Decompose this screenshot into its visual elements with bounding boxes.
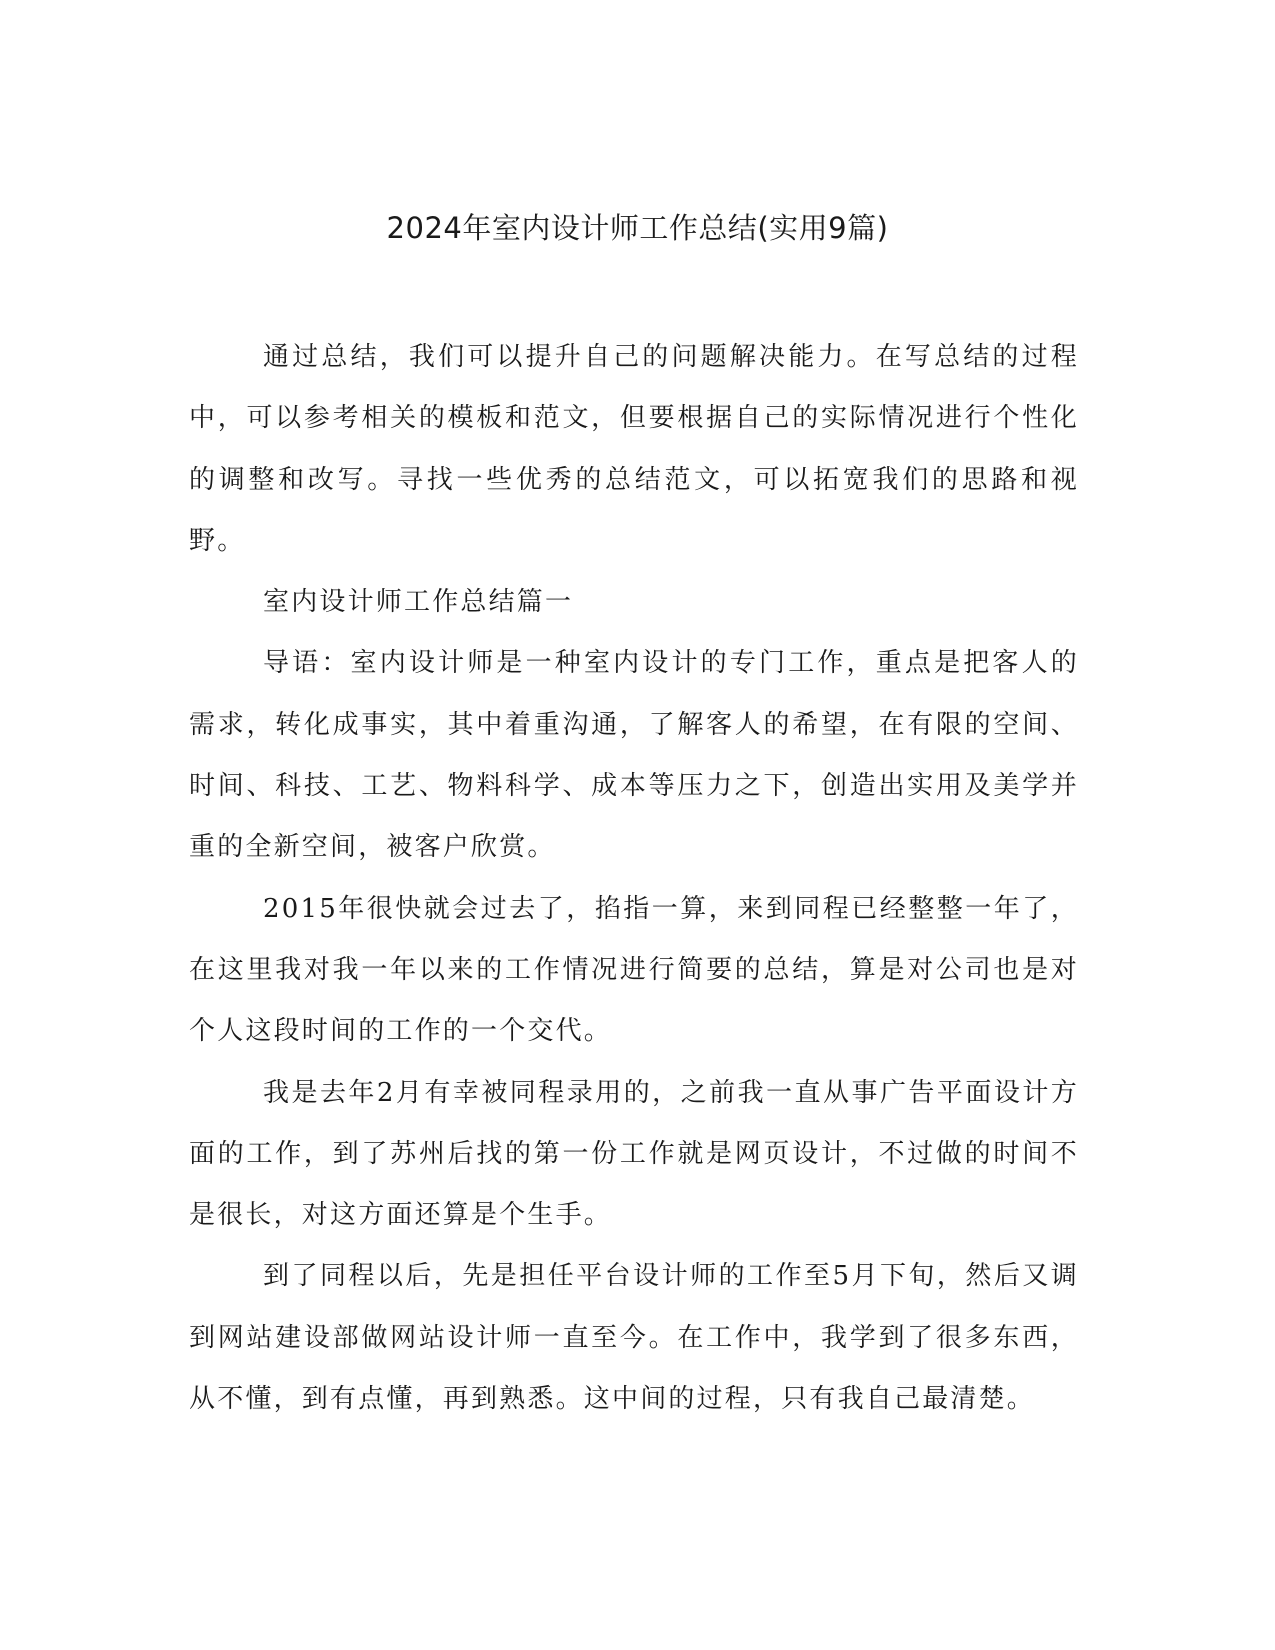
paragraph-year-review: 2015年很快就会过去了，掐指一算，来到同程已经整整一年了，在这里我对我一年以来的工作情况进行简要的总结，算是对公司也是对个人这段时间的工作的一个交代。 — [189, 893, 1079, 1047]
paragraph-intro: 通过总结，我们可以提升自己的问题解决能力。在写总结的过程中，可以参考相关的模板和范文，但要根据自己的实际情况进行个性化的调整和改写。寻找一些优秀的总结范文，可以拓宽我们的思路和视野。 — [189, 342, 1079, 556]
document-body — [189, 327, 1079, 1430]
section-heading: 室内设计师工作总结篇一 — [263, 587, 574, 618]
paragraph-experience: 到了同程以后，先是担任平台设计师的工作至5月下旬，然后又调到网站建设部做网站设计师一直至今。在工作中，我学到了很多东西，从不懂，到有点懂，再到熟悉。这中间的过程，只有我自己最清楚。 — [189, 1261, 1079, 1415]
paragraph-preface: 导语：室内设计师是一种室内设计的专门工作，重点是把客人的需求，转化成事实，其中着重沟通，了解客人的希望，在有限的空间、时间、科技、工艺、物料科学、成本等压力之下，创造出实用及美学并重的全新空间，被客户欣赏。 — [189, 648, 1079, 863]
document-title: 2024年室内设计师工作总结(实用9篇) — [386, 211, 889, 245]
paragraph-background: 我是去年2月有幸被同程录用的，之前我一直从事广告平面设计方面的工作，到了苏州后找的第一份工作就是网页设计，不过做的时间不是很长，对这方面还算是个生手。 — [189, 1077, 1079, 1231]
